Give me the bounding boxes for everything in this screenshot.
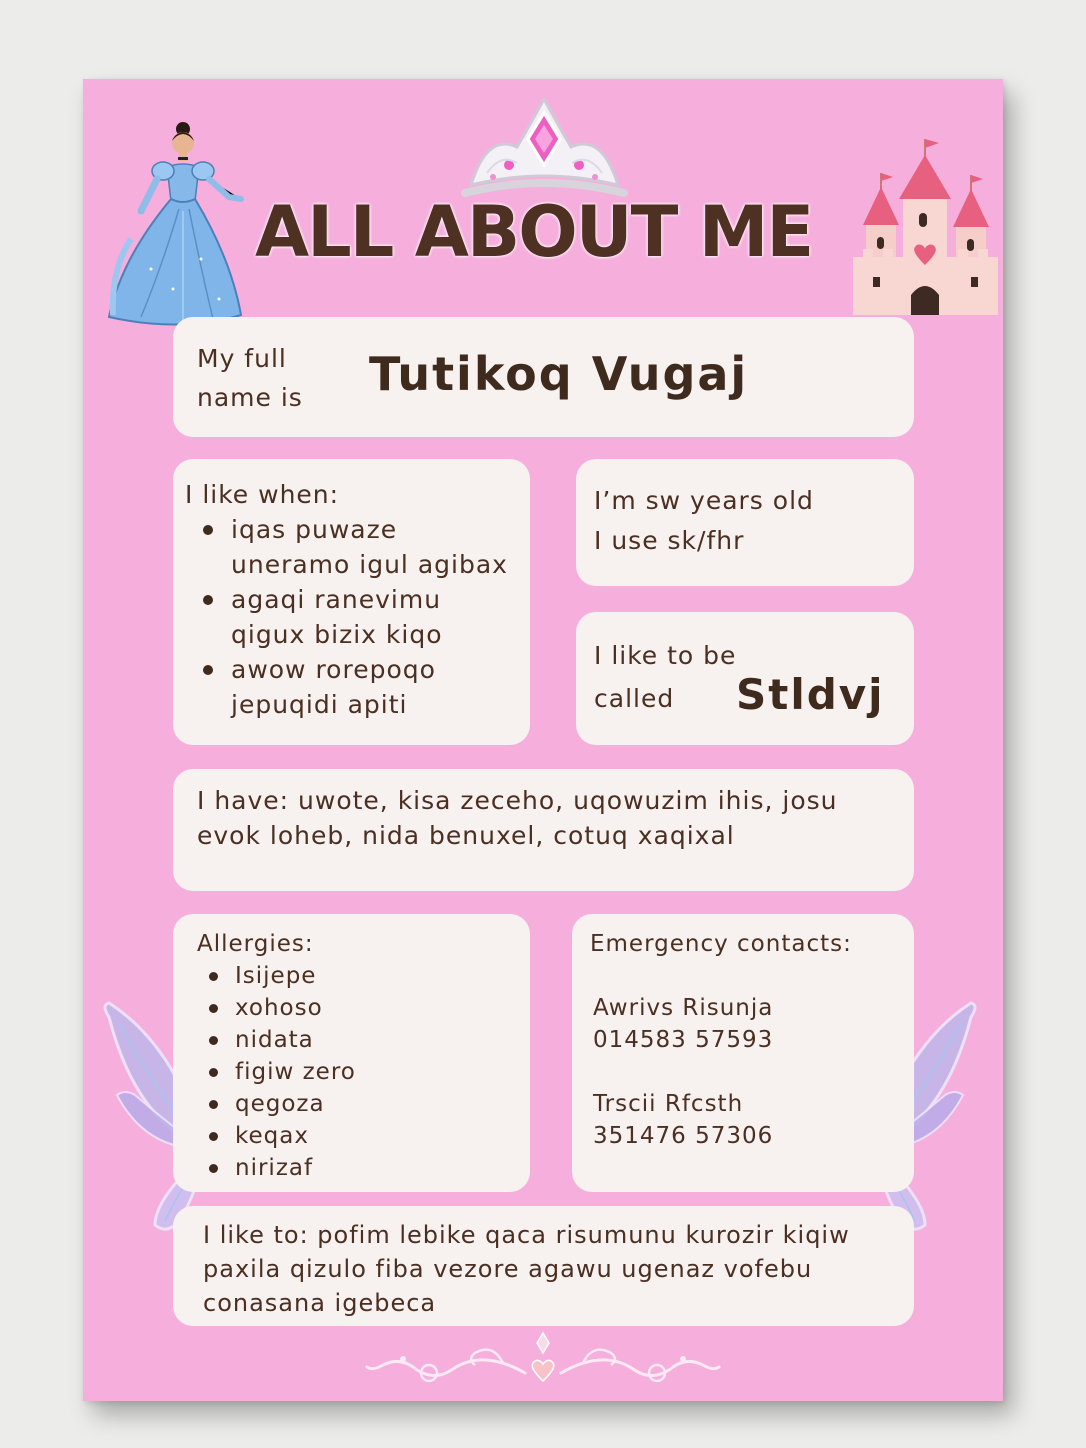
flourish-icon bbox=[363, 1323, 723, 1393]
list-item: nidata bbox=[197, 1024, 356, 1056]
nickname-label-line2: called bbox=[594, 684, 675, 713]
contact-phone: 351476 57306 bbox=[593, 1123, 774, 1149]
allergies-content bbox=[197, 928, 356, 1184]
age-card bbox=[576, 459, 914, 586]
list-item: keqax bbox=[197, 1120, 356, 1152]
name-label-line1: My full bbox=[197, 344, 287, 373]
name-card bbox=[173, 317, 914, 437]
likes-list bbox=[185, 512, 508, 722]
allergies-list bbox=[197, 960, 356, 1184]
like-to-line: paxila qizulo fiba vezore agawu ugenaz vofebu bbox=[203, 1255, 813, 1283]
likes-item-line: uneramo igul agibax bbox=[231, 550, 508, 579]
pronouns-line: I use sk/fhr bbox=[594, 526, 745, 555]
contact-name: Awrivs Risunja bbox=[593, 995, 774, 1021]
likes-item-line: iqas puwaze bbox=[231, 515, 398, 544]
contact-phone: 014583 57593 bbox=[593, 1027, 774, 1053]
contact-entry bbox=[590, 992, 852, 1056]
like-to-line: conasana igebeca bbox=[203, 1289, 437, 1317]
emergency-content bbox=[590, 928, 852, 1152]
contact-entry bbox=[590, 1088, 852, 1152]
name-label bbox=[197, 339, 303, 417]
nickname-label-line1: I like to be bbox=[594, 641, 737, 670]
nickname-card bbox=[576, 612, 914, 745]
poster bbox=[83, 79, 1003, 1401]
likes-item-line: jepuqidi apiti bbox=[231, 690, 408, 719]
emergency-heading: Emergency contacts: bbox=[590, 931, 852, 957]
likes-card bbox=[173, 459, 530, 745]
like-to-line: I like to: pofim lebike qaca risumunu kurozir kiqiw bbox=[203, 1221, 850, 1249]
likes-item-line: awow rorepoqo bbox=[231, 655, 436, 684]
list-item: figiw zero bbox=[197, 1056, 356, 1088]
allergies-heading: Allergies: bbox=[197, 931, 314, 957]
list-item: nirizaf bbox=[197, 1152, 356, 1184]
castle-icon bbox=[853, 137, 998, 317]
age-content bbox=[594, 481, 814, 561]
have-line: evok loheb, nida benuxel, cotuq xaqixal bbox=[197, 821, 735, 850]
nickname-value: Stldvj bbox=[736, 670, 885, 719]
contact-name: Trscii Rfcsth bbox=[593, 1091, 744, 1117]
list-item bbox=[185, 652, 508, 722]
have-line: I have: uwote, kisa zeceho, uqowuzim ihis, josu bbox=[197, 786, 838, 815]
like-to-content bbox=[203, 1218, 850, 1320]
likes-item-line: agaqi ranevimu bbox=[231, 585, 442, 614]
full-name-value: Tutikoq Vugaj bbox=[369, 347, 749, 401]
age-line: I’m sw years old bbox=[594, 486, 814, 515]
page-title: ALL ABOUT ME bbox=[255, 191, 813, 273]
likes-heading: I like when: bbox=[185, 480, 340, 509]
list-item bbox=[185, 512, 508, 582]
name-label-line2: name is bbox=[197, 383, 303, 412]
allergies-card bbox=[173, 914, 530, 1192]
princess-icon bbox=[101, 119, 251, 329]
likes-content bbox=[185, 477, 508, 722]
list-item: Isijepe bbox=[197, 960, 356, 992]
tiara-icon bbox=[457, 93, 632, 203]
likes-item-line: qigux bizix kiqo bbox=[231, 620, 443, 649]
list-item: qegoza bbox=[197, 1088, 356, 1120]
have-content bbox=[197, 783, 838, 853]
emergency-card bbox=[572, 914, 914, 1192]
list-item: xohoso bbox=[197, 992, 356, 1024]
like-to-card bbox=[173, 1206, 914, 1326]
nickname-label bbox=[594, 634, 736, 720]
have-card bbox=[173, 769, 914, 891]
list-item bbox=[185, 582, 508, 652]
